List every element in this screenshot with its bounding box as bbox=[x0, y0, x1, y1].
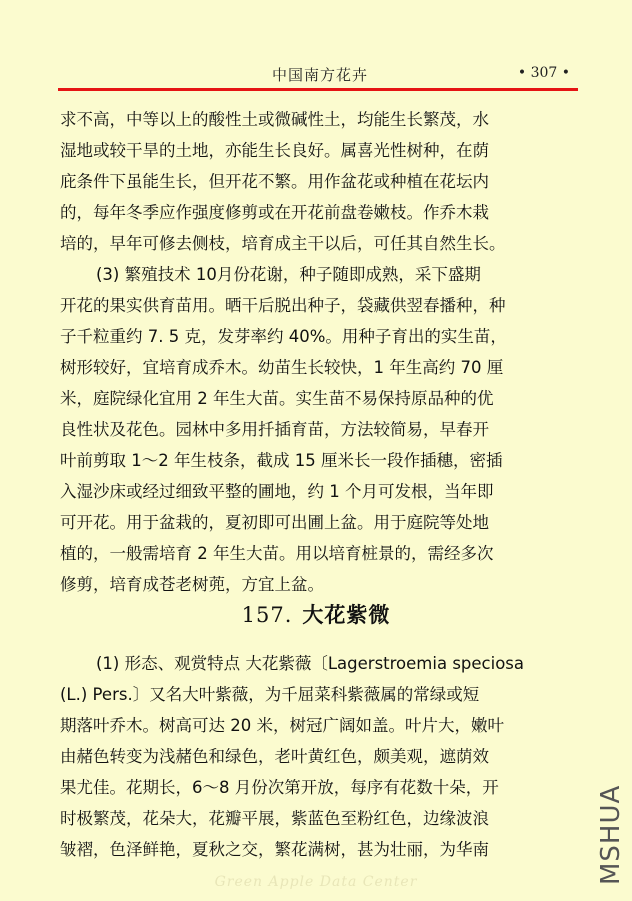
text-line: 期落叶乔木。树高可达 20 米，树冠广阔如盖。叶片大，嫩叶 bbox=[60, 716, 504, 735]
text-line: 的，每年冬季应作强度修剪或在开花前盘卷嫩枝。作乔木栽 bbox=[60, 203, 489, 222]
section-title: 大花紫微 bbox=[302, 603, 391, 627]
text-line: 良性状及花色。园林中多用扦插育苗，方法较简易，早春开 bbox=[60, 420, 489, 439]
side-watermark: MSHUA bbox=[596, 784, 626, 885]
text-line: 庇条件下虽能生长，但开花不繁。用作盆花或种植在花坛内 bbox=[60, 172, 489, 191]
text-line: 树形较好，宜培育成乔木。幼苗生长较快，1 年生高约 70 厘 bbox=[60, 358, 504, 377]
text-line: (L.) Pers.〕又名大叶紫薇，为千屈菜科紫薇属的常绿或短 bbox=[60, 685, 480, 704]
text-line: 果尤佳。花期长，6～8 月份次第开放，每序有花数十朵，开 bbox=[60, 778, 499, 797]
text-line: (3) 繁殖技术 10月份花谢，种子随即成熟，采下盛期 bbox=[96, 265, 481, 284]
text-line: 修剪，培育成苍老树蔸，方宜上盆。 bbox=[60, 575, 324, 594]
text-line: 可开花。用于盆栽的，夏初即可出圃上盆。用于庭院等处地 bbox=[60, 513, 489, 532]
page-header bbox=[58, 62, 578, 88]
running-title: 中国南方花卉 bbox=[272, 66, 369, 84]
text-line: 求不高，中等以上的酸性土或微碱性土，均能生长繁茂，水 bbox=[60, 110, 489, 129]
text-line: 皱褶，色泽鲜艳，夏秋之交，繁花满树，甚为壮丽，为华南 bbox=[60, 840, 489, 859]
text-line: 由赭色转变为浅赭色和绿色，老叶黄红色，颇美观，遮荫效 bbox=[60, 747, 489, 766]
text-line: 时极繁茂，花朵大，花瓣平展，紫蓝色至粉红色，边缘波浪 bbox=[60, 809, 489, 828]
text-line: (1) 形态、观赏特点 大花紫薇〔Lagerstroemia speciosa bbox=[96, 654, 525, 673]
text-line: 植的，一般需培育 2 年生大苗。用以培育桩景的，需经多次 bbox=[60, 544, 494, 563]
text-line: 开花的果实供育苗用。晒干后脱出种子，袋藏供翌春播种，种 bbox=[60, 296, 506, 315]
text-line: 入湿沙床或经过细致平整的圃地，约 1 个月可发根，当年即 bbox=[60, 482, 494, 501]
text-line: 子千粒重约 7. 5 克，发芽率约 40%。用种子育出的实生苗， bbox=[60, 327, 507, 346]
section-heading bbox=[0, 597, 632, 633]
header-rule bbox=[58, 88, 578, 91]
section-number: 157. bbox=[241, 603, 293, 627]
body-text-bottom bbox=[60, 648, 580, 865]
page-number: • 307 • bbox=[517, 65, 570, 81]
footer-watermark: Green Apple Data Center bbox=[214, 874, 418, 890]
text-line: 湿地或较干旱的土地，亦能生长良好。属喜光性树种，在荫 bbox=[60, 141, 489, 160]
text-line: 培的，早年可修去侧枝，培育成主干以后，可任其自然生长。 bbox=[60, 234, 506, 253]
text-line: 叶前剪取 1～2 年生枝条，截成 15 厘米长一段作插穗，密插 bbox=[60, 451, 503, 470]
body-text-top bbox=[60, 104, 580, 600]
text-line: 米，庭院绿化宜用 2 年生大苗。实生苗不易保持原品种的优 bbox=[60, 389, 494, 408]
